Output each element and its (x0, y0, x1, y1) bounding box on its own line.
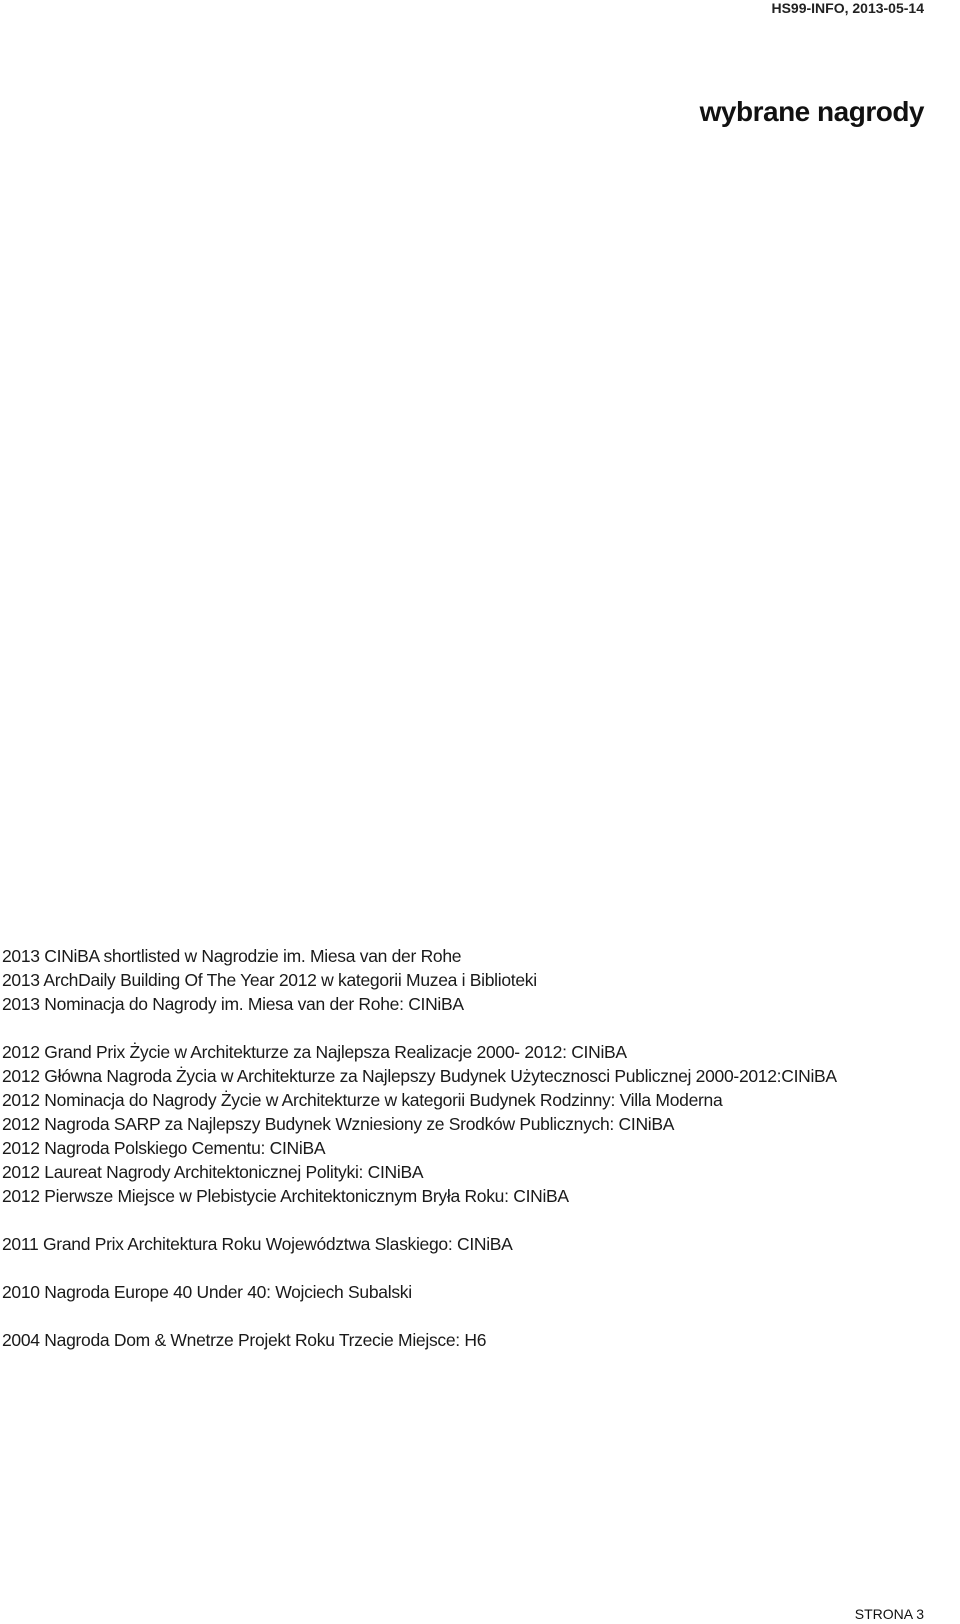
award-item: 2011 Grand Prix Architektura Roku Województwa Slaskiego: CINiBA (2, 1234, 513, 1254)
award-item: 2012 Laureat Nagrody Architektonicznej Polityki: CINiBA (2, 1162, 424, 1182)
award-item: 2013 Nominacja do Nagrody im. Miesa van der Rohe: CINiBA (2, 994, 464, 1014)
award-group-2012 (2, 1040, 936, 1208)
award-item: 2012 Nagroda SARP za Najlepszy Budynek Wzniesiony ze Srodków Publicznych: CINiBA (2, 1114, 675, 1134)
page-number: STRONA 3 (854, 1606, 924, 1622)
award-item: 2012 Nominacja do Nagrody Życie w Architekturze w kategorii Budynek Rodzinny: Villa Moderna (2, 1090, 723, 1110)
award-item: 2012 Grand Prix Życie w Architekturze za Najlepsza Realizacje 2000- 2012: CINiBA (2, 1042, 627, 1062)
award-group-2004 (2, 1328, 936, 1352)
award-group-2013 (2, 944, 936, 1016)
award-item: 2013 ArchDaily Building Of The Year 2012 w kategorii Muzea i Biblioteki (2, 970, 537, 990)
award-item: 2012 Główna Nagroda Życia w Architekturze za Najlepszy Budynek Użytecznosci Publicznej 2000-2012:CINiBA (2, 1066, 837, 1086)
award-item: 2010 Nagroda Europe 40 Under 40: Wojciech Subalski (2, 1282, 412, 1302)
award-group-2010 (2, 1280, 936, 1304)
award-item: 2012 Pierwsze Miejsce w Plebistycie Architektonicznym Bryła Roku: CINiBA (2, 1186, 569, 1206)
award-item: 2013 CINiBA shortlisted w Nagrodzie im. Miesa van der Rohe (2, 946, 462, 966)
awards-list (2, 944, 936, 1376)
award-group-2011 (2, 1232, 936, 1256)
award-item: 2004 Nagroda Dom & Wnetrze Projekt Roku Trzecie Miejsce: H6 (2, 1330, 487, 1350)
document-id: HS99-INFO, 2013-05-14 (771, 0, 924, 16)
page-title: wybrane nagrody (699, 96, 924, 127)
award-item: 2012 Nagroda Polskiego Cementu: CINiBA (2, 1138, 326, 1158)
